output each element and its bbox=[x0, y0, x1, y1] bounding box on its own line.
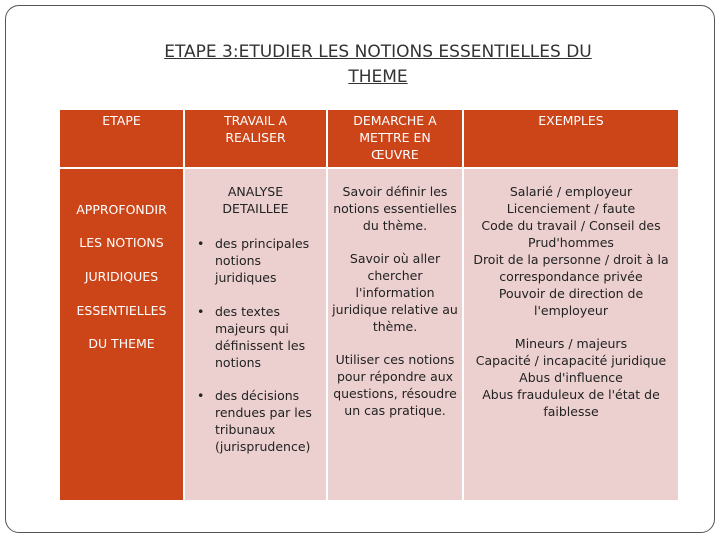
etape-line: DU THEME bbox=[88, 336, 155, 351]
header-exemples: EXEMPLES bbox=[464, 110, 678, 167]
exemples-cell bbox=[464, 169, 678, 500]
demarche-item: Savoir définir les notions essentielles du thème. bbox=[333, 184, 457, 233]
etape-line: APPROFONDIR bbox=[76, 202, 167, 217]
demarche-item: Utiliser ces notions pour répondre aux questions, résoudre un cas pratique. bbox=[333, 352, 457, 418]
exemple: Droit de la personne / droit à la correspondance privée bbox=[473, 252, 669, 284]
header-text: DEMARCHE A METTRE EN ŒUVRE bbox=[353, 113, 437, 162]
slide-title bbox=[90, 40, 666, 90]
exemple: Capacité / incapacité juridique bbox=[475, 353, 667, 368]
title-line: ETAPE 3:ETUDIER LES NOTIONS ESSENTIELLES DU bbox=[164, 42, 592, 62]
bullet-icon: • bbox=[197, 388, 205, 403]
exemple: Pouvoir de direction de l'employeur bbox=[498, 286, 644, 318]
demarche-item: Savoir où aller chercher l'information juridique relative au thème. bbox=[332, 251, 458, 334]
header-travail bbox=[185, 110, 326, 167]
etape-line: ESSENTIELLES bbox=[76, 303, 167, 318]
travail-item: des textes majeurs qui définissent les notions bbox=[215, 304, 306, 370]
bullet-icon: • bbox=[197, 304, 205, 319]
bullet-icon: • bbox=[197, 236, 205, 251]
exemple: Salarié / employeur bbox=[509, 184, 633, 199]
etape-cell bbox=[60, 169, 183, 500]
travail-item: des décisions rendues par les tribunaux (jurisprudence) bbox=[215, 388, 312, 454]
header-etape: ETAPE bbox=[60, 110, 183, 167]
title-line: THEME bbox=[348, 67, 408, 87]
travail-item: des principales notions juridiques bbox=[215, 236, 310, 285]
etape-line: JURIDIQUES bbox=[84, 269, 159, 284]
demarche-cell bbox=[328, 169, 462, 500]
header-text: TRAVAIL A REALISER bbox=[223, 113, 288, 145]
exemple: Licenciement / faute bbox=[506, 201, 636, 216]
etape-line: LES NOTIONS bbox=[79, 235, 164, 250]
travail-cell bbox=[185, 169, 326, 500]
travail-intro: ANALYSE DETAILLEE bbox=[222, 184, 289, 216]
exemple: Abus frauduleux de l'état de faiblesse bbox=[482, 387, 660, 419]
exemple: Code du travail / Conseil des Prud'hommes bbox=[481, 218, 661, 250]
exemple: Mineurs / majeurs bbox=[514, 336, 628, 351]
exemple: Abus d'influence bbox=[519, 370, 623, 385]
header-demarche bbox=[328, 110, 462, 167]
